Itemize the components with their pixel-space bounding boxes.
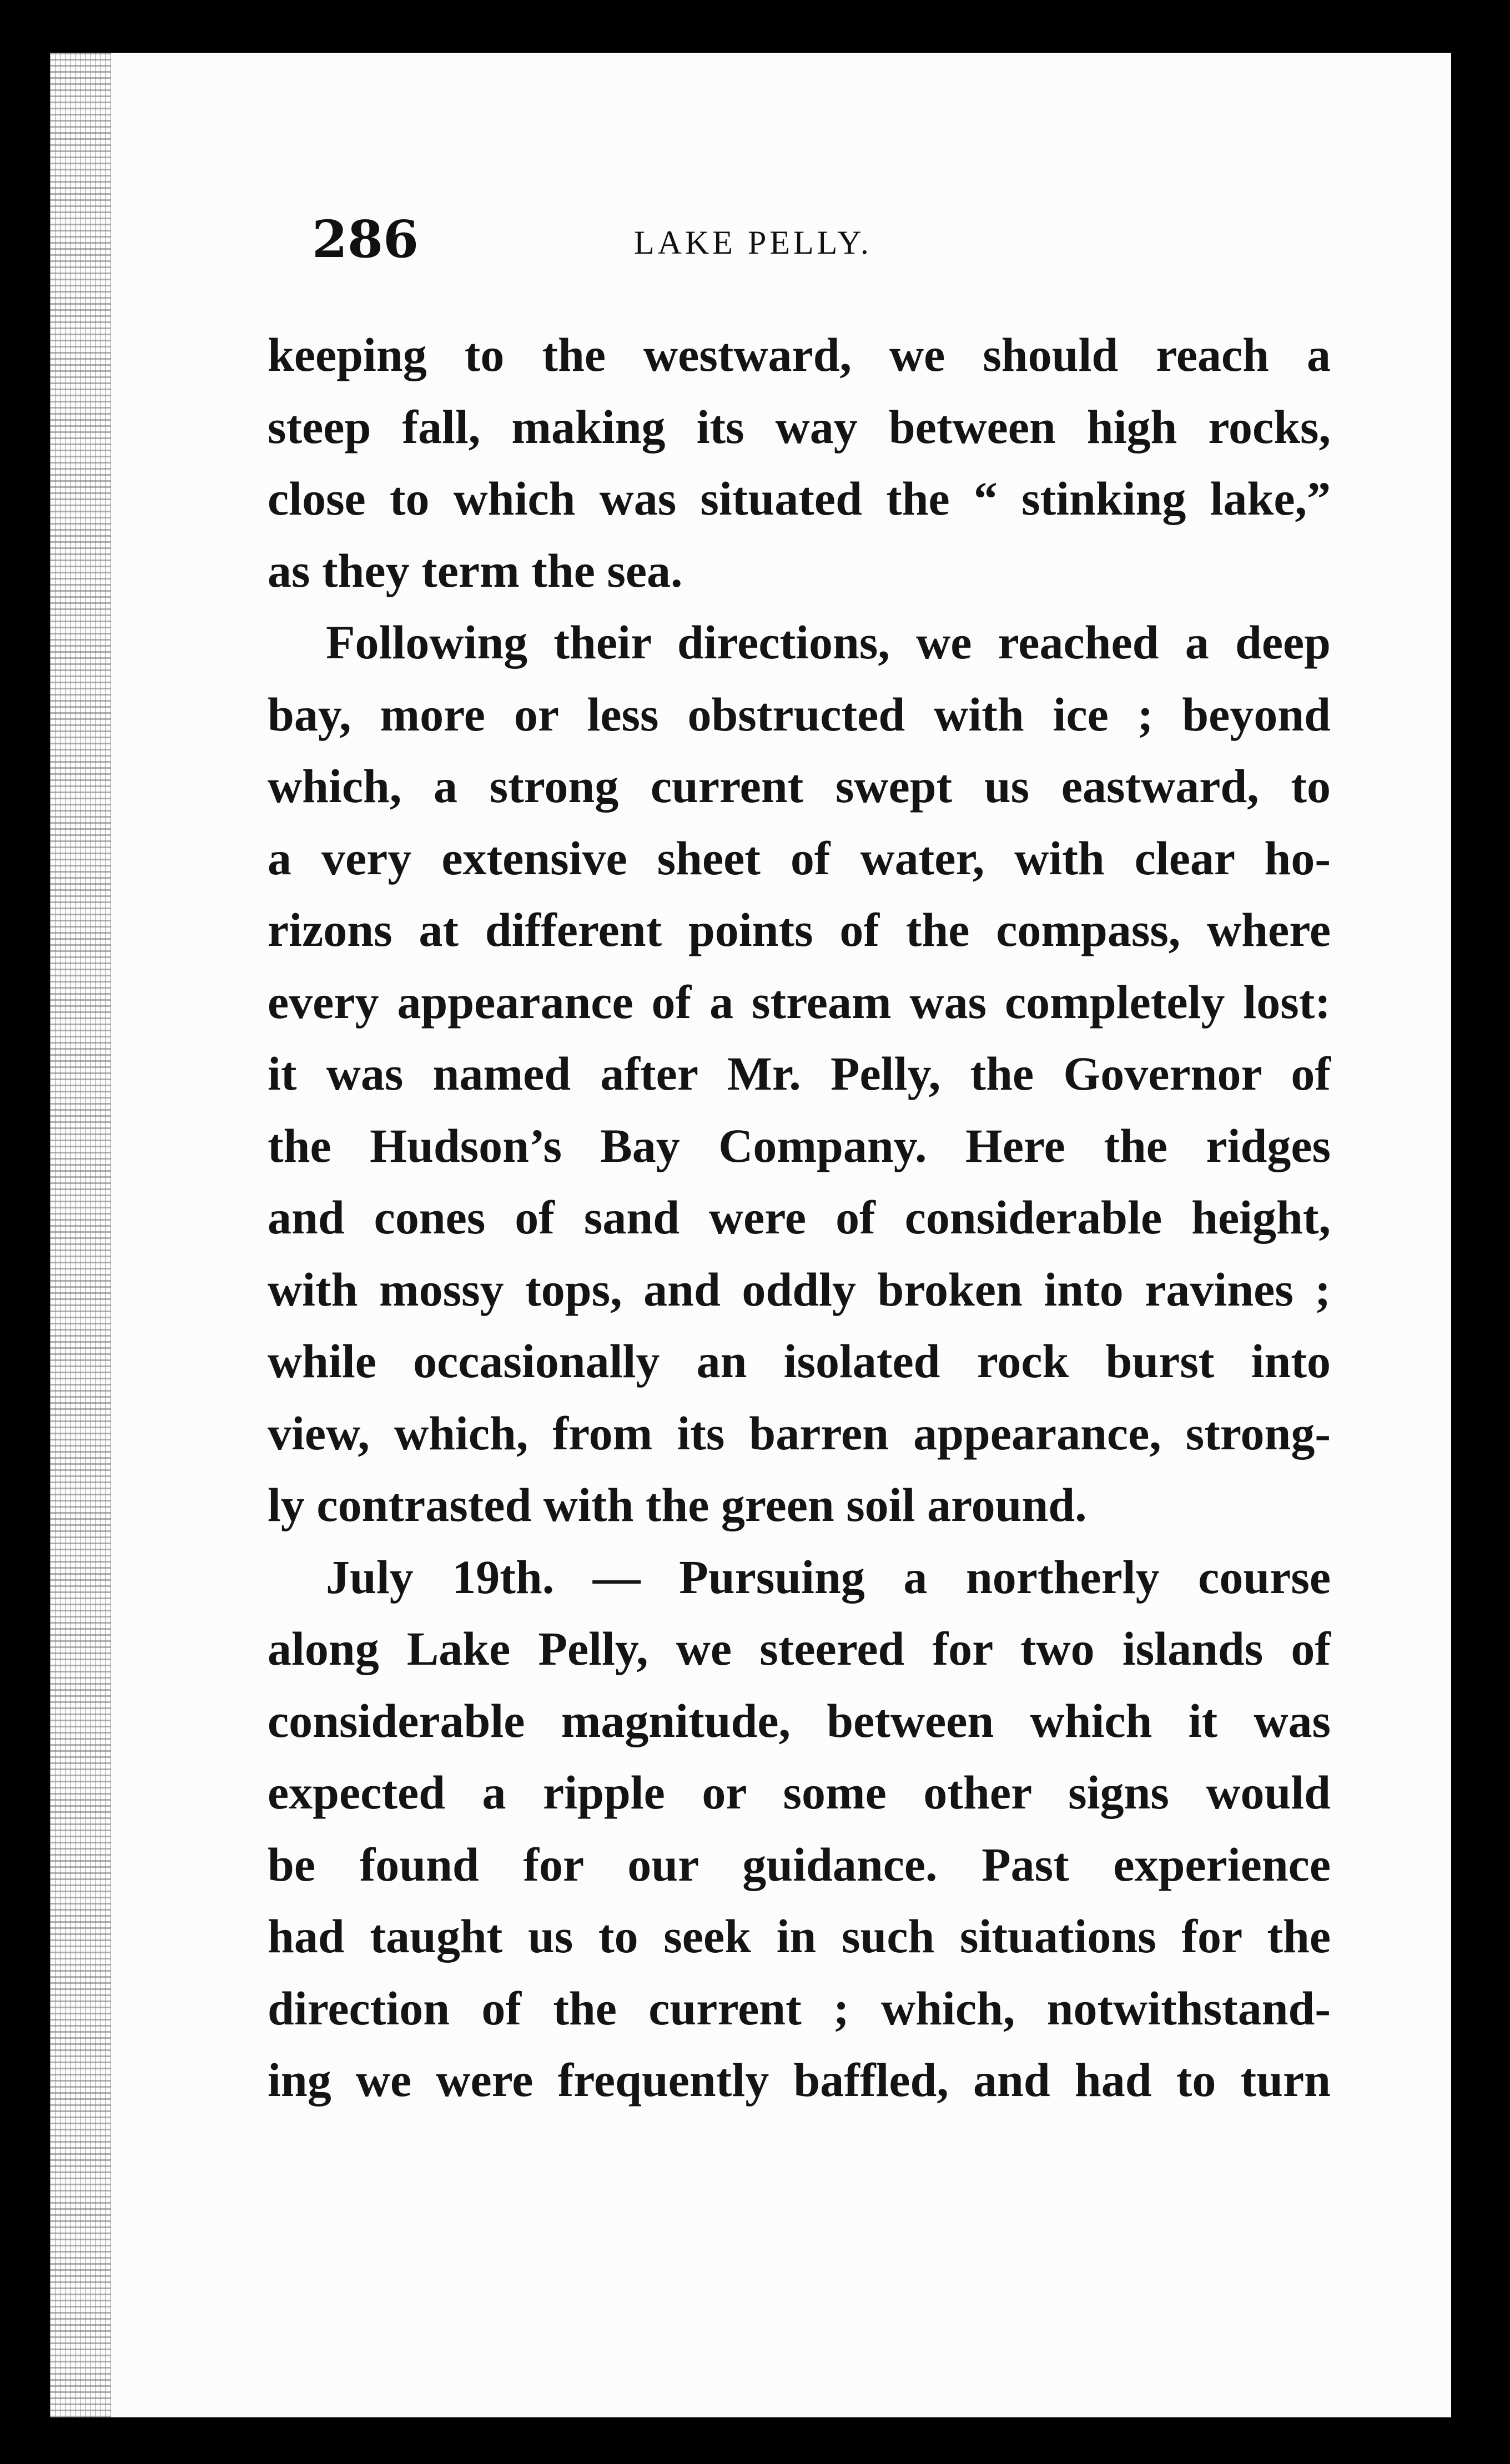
- text-line: it was named after Mr. Pelly, the Governor of: [268, 1047, 1331, 1100]
- text-line: had taught us to seek in such situations for the: [268, 1909, 1331, 1963]
- text-line: view, which, from its barren appearance, strong-: [268, 1406, 1331, 1460]
- text-line: keeping to the westward, we should reach a: [268, 328, 1331, 381]
- text-line: Following their directions, we reached a deep: [326, 616, 1331, 669]
- text-line: and cones of sand were of considerable height,: [268, 1191, 1331, 1244]
- page-gutter-shadow: [50, 53, 111, 2417]
- running-head: LAKE PELLY.: [634, 224, 872, 261]
- text-line: which, a strong current swept us eastward, to: [268, 759, 1331, 813]
- text-line: while occasionally an isolated rock burst into: [268, 1334, 1331, 1388]
- text-line: bay, more or less obstructed with ice ; beyond: [268, 687, 1331, 741]
- text-line: be found for our guidance. Past experience: [268, 1837, 1331, 1891]
- text-line: July 19th. — Pursuing a northerly course: [326, 1550, 1331, 1604]
- text-line: ly contrasted with the green soil around.: [268, 1478, 1087, 1531]
- page-right-edge: [1451, 53, 1471, 2417]
- text-line: expected a ripple or some other signs would: [268, 1766, 1331, 1819]
- text-line: ing we were frequently baffled, and had to turn: [268, 2053, 1331, 2107]
- text-line: close to which was situated the “ stinking lake,”: [268, 472, 1331, 525]
- text-line: a very extensive sheet of water, with clear ho-: [268, 831, 1331, 885]
- page-header: [312, 197, 1339, 275]
- page-number: 286: [312, 209, 419, 269]
- text-line: considerable magnitude, between which it was: [268, 1694, 1331, 1747]
- text-line: with mossy tops, and oddly broken into ravines ;: [268, 1262, 1331, 1316]
- text-line: along Lake Pelly, we steered for two islands of: [268, 1622, 1331, 1675]
- text-line: direction of the current ; which, notwithstand-: [268, 1981, 1331, 2035]
- text-line: as they term the sea.: [268, 543, 683, 597]
- text-line: every appearance of a stream was completely lost:: [268, 975, 1331, 1029]
- text-line: the Hudson’s Bay Company. Here the ridges: [268, 1118, 1331, 1172]
- body-text: [268, 319, 1331, 2117]
- text-line: steep fall, making its way between high rocks,: [268, 400, 1331, 454]
- text-line: rizons at different points of the compass, where: [268, 903, 1331, 956]
